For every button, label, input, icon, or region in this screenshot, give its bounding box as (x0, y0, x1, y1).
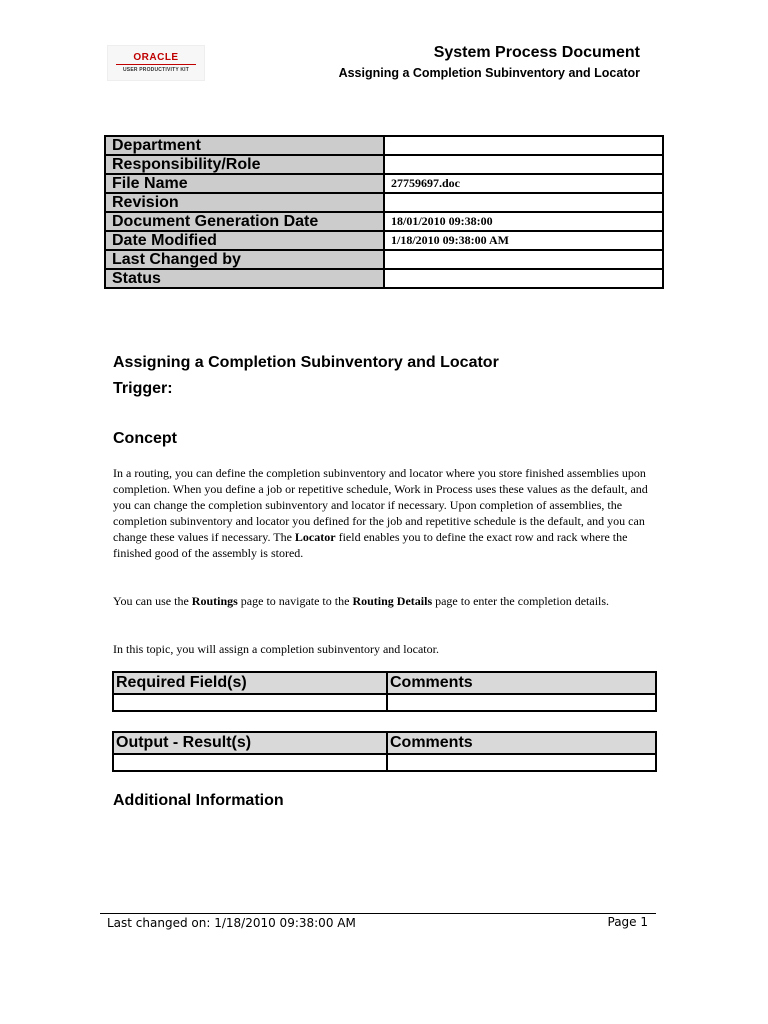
property-value-last-changed-by (384, 250, 663, 269)
routings-term: Routings (191, 594, 238, 608)
table-row (105, 250, 663, 269)
logo-subtitle-text: USER PRODUCTIVITY KIT (122, 67, 190, 73)
routing-details-term: Routing Details (352, 594, 433, 608)
concept-heading: Concept (113, 430, 177, 447)
footer-divider (100, 913, 656, 914)
output-comments-header: Comments (387, 732, 656, 754)
required-comments-header: Comments (387, 672, 656, 694)
paragraph-text: page to enter the completion details. (432, 594, 610, 608)
property-label-file-name: File Name (105, 174, 384, 193)
table-row (105, 231, 663, 250)
document-properties-table (104, 135, 664, 289)
property-value-status (384, 269, 663, 288)
table-row (105, 174, 663, 193)
additional-information-heading: Additional Information (113, 792, 284, 809)
property-value-revision (384, 193, 663, 212)
locator-term: Locator (294, 530, 336, 544)
oracle-upk-logo (107, 45, 205, 81)
logo-divider (116, 64, 196, 65)
table-row (105, 193, 663, 212)
table-cell (387, 694, 656, 711)
document-title: System Process Document (433, 44, 640, 61)
output-results-table (112, 731, 657, 772)
property-value-department (384, 136, 663, 155)
property-label-department: Department (105, 136, 384, 155)
property-value-responsibility (384, 155, 663, 174)
topic-summary-paragraph: In this topic, you will assign a completion subinventory and locator. (113, 642, 439, 656)
table-row (105, 136, 663, 155)
table-row (105, 212, 663, 231)
logo-brand-text: ORACLE (133, 52, 179, 63)
table-row (105, 155, 663, 174)
table-header-row (113, 672, 656, 694)
paragraph-text: page to navigate to the (237, 594, 353, 608)
table-header-row (113, 732, 656, 754)
paragraph-text: In a routing, you can define the completion subinventory and locator where you store finished assemblies upon completion. When you define a job or repetitive schedule, Work in Process uses these values as the default, and you can change the completion subinventory and locator if necessary. Upon completion of assemblies, the completion subinventory and locator you defined for the job and repetitive schedule is the default, and you can change these values if necessary. The (113, 466, 648, 544)
table-cell (387, 754, 656, 771)
table-row (113, 694, 656, 711)
navigation-paragraph (113, 593, 663, 609)
paragraph-text: field enables you to define the exact row and rack where the finished good of the assembly is stored. (113, 530, 628, 560)
property-label-responsibility: Responsibility/Role (105, 155, 384, 174)
trigger-heading: Trigger: (113, 380, 173, 397)
property-label-revision: Revision (105, 193, 384, 212)
document-subtitle: Assigning a Completion Subinventory and Locator (338, 66, 640, 80)
footer-last-changed: Last changed on: 1/18/2010 09:38:00 AM (107, 916, 356, 930)
topic-heading: Assigning a Completion Subinventory and Locator (113, 354, 499, 371)
table-row (105, 269, 663, 288)
paragraph-text: You can use the (113, 594, 192, 608)
output-results-header: Output - Result(s) (113, 732, 387, 754)
table-cell (113, 694, 387, 711)
required-fields-table (112, 671, 657, 712)
concept-paragraph (113, 465, 663, 561)
footer-page-number: Page 1 (607, 915, 648, 929)
property-label-date-modified: Date Modified (105, 231, 384, 250)
table-row (113, 754, 656, 771)
property-label-status: Status (105, 269, 384, 288)
property-value-file-name: 27759697.doc (384, 174, 663, 193)
table-cell (113, 754, 387, 771)
property-label-generation-date: Document Generation Date (105, 212, 384, 231)
property-value-generation-date: 18/01/2010 09:38:00 (384, 212, 663, 231)
required-fields-header: Required Field(s) (113, 672, 387, 694)
property-label-last-changed-by: Last Changed by (105, 250, 384, 269)
property-value-date-modified: 1/18/2010 09:38:00 AM (384, 231, 663, 250)
